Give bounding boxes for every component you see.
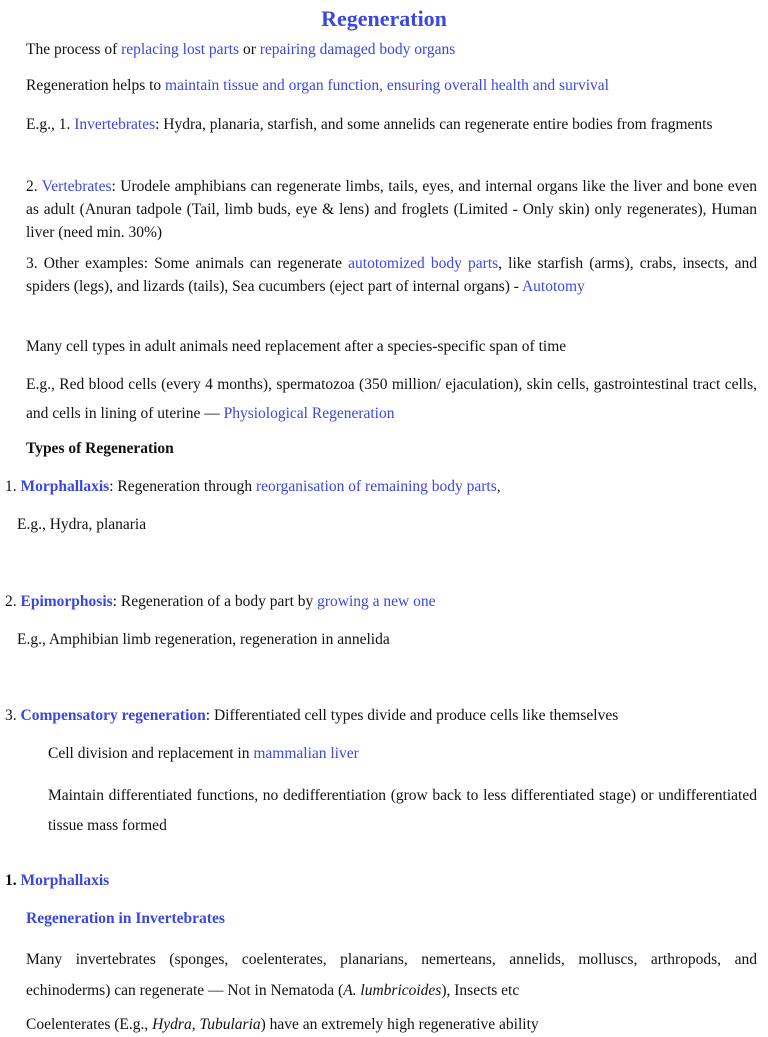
highlight: Physiological Regeneration — [223, 405, 395, 422]
text: , — [379, 77, 387, 94]
term: Epimorphosis — [20, 593, 113, 610]
text: 2. — [26, 178, 42, 195]
highlight: maintain tissue and organ function — [165, 77, 380, 94]
highlight: Invertebrates — [74, 116, 156, 133]
species-name: Hydra, Tubularia — [152, 1016, 261, 1033]
text: , like starfish (arms), crabs, insects, and spiders (legs), and lizards (tails), Sea cucumbers (eject part of internal organs) - — [26, 255, 758, 295]
text: Coelenterates (E.g., — [26, 1016, 153, 1033]
text: E.g., 1. — [26, 116, 75, 133]
example-vertebrates — [26, 175, 757, 244]
page-title: Regeneration — [321, 6, 447, 31]
type-epimorphosis — [5, 590, 436, 614]
highlight: autotomized body parts — [348, 255, 499, 272]
compensatory-point-1 — [48, 742, 359, 766]
text: The process of — [26, 41, 122, 58]
compensatory-point-2: Maintain differentiated functions, no dedifferentiation (grow back to less differentiated stage) or undifferentiated tissue mass formed — [48, 787, 757, 834]
species-name: A. lumbricoides — [343, 982, 442, 999]
text: 3. Other examples: Some animals can regenerate — [26, 255, 349, 272]
highlight: replacing lost parts — [121, 41, 240, 58]
term: Morphallaxis — [20, 872, 110, 889]
text: Many invertebrates (sponges, coelenterates, planarians, nemerteans, annelids, molluscs, arthropods, and echinoderms) can regenerate — Not in Nematoda ( — [26, 951, 757, 999]
intro-line-2 — [26, 74, 609, 98]
text: Cell division and replacement in — [48, 745, 254, 762]
text: : Hydra, planaria, starfish, and some annelids can regenerate entire bodies from fragments — [155, 116, 713, 133]
term: Compensatory regeneration — [20, 707, 206, 724]
text: ) have an extremely high regenerative ability — [260, 1016, 539, 1033]
text: ), Insects etc — [441, 982, 520, 999]
number: 3. — [5, 707, 21, 724]
highlight: mammalian liver — [253, 745, 359, 762]
highlight: reorganisation of remaining body parts — [255, 478, 497, 495]
highlight: growing a new one — [317, 593, 436, 610]
highlight: ensuring overall health and survival — [386, 77, 609, 94]
type-morphallaxis-example: E.g., Hydra, planaria — [17, 516, 147, 533]
number: 1. — [5, 478, 21, 495]
text: , — [496, 478, 501, 495]
physiological-intro: Many cell types in adult animals need replacement after a species-specific span of time — [26, 338, 567, 355]
subsection-heading: Regeneration in Invertebrates — [26, 910, 225, 927]
text: : Regeneration through — [109, 478, 256, 495]
type-compensatory — [5, 704, 618, 728]
number: 2. — [5, 593, 21, 610]
highlight: Vertebrates — [41, 178, 112, 195]
example-invertebrates — [26, 110, 757, 139]
text: or — [239, 41, 260, 58]
term: Morphallaxis — [20, 478, 110, 495]
number: 1. — [5, 872, 21, 889]
text: E.g., Red blood cells (every 4 months), spermatozoa (350 million/ ejaculation), skin cells, gastrointestinal tract cells, and cells in lining of uterine — — [26, 376, 757, 422]
intro-line-1 — [26, 38, 455, 62]
type-epimorphosis-example: E.g., Amphibian limb regeneration, regeneration in annelida — [17, 631, 390, 648]
invertebrates-paragraph — [26, 944, 757, 1006]
text: : Regeneration of a body part by — [112, 593, 318, 610]
physiological-example — [26, 370, 757, 428]
type-morphallaxis — [5, 475, 501, 499]
types-heading: Types of Regeneration — [26, 440, 174, 457]
cut-off-line — [26, 1013, 539, 1037]
text: : Urodele amphibians can regenerate limbs, tails, eyes, and internal organs like the liver and bone even as adult (Anuran tadpole (Tail, limb buds, eye & lens) and froglets (Limited - Only skin) only regenerates), Human liver (need min. 30%) — [26, 178, 757, 241]
highlight: repairing damaged body organs — [259, 41, 456, 58]
example-other — [26, 252, 757, 298]
text: Regeneration helps to — [26, 77, 166, 94]
highlight: Autotomy — [521, 278, 585, 295]
text: : Differentiated cell types divide and produce cells like themselves — [205, 707, 619, 724]
section-heading — [5, 869, 109, 893]
